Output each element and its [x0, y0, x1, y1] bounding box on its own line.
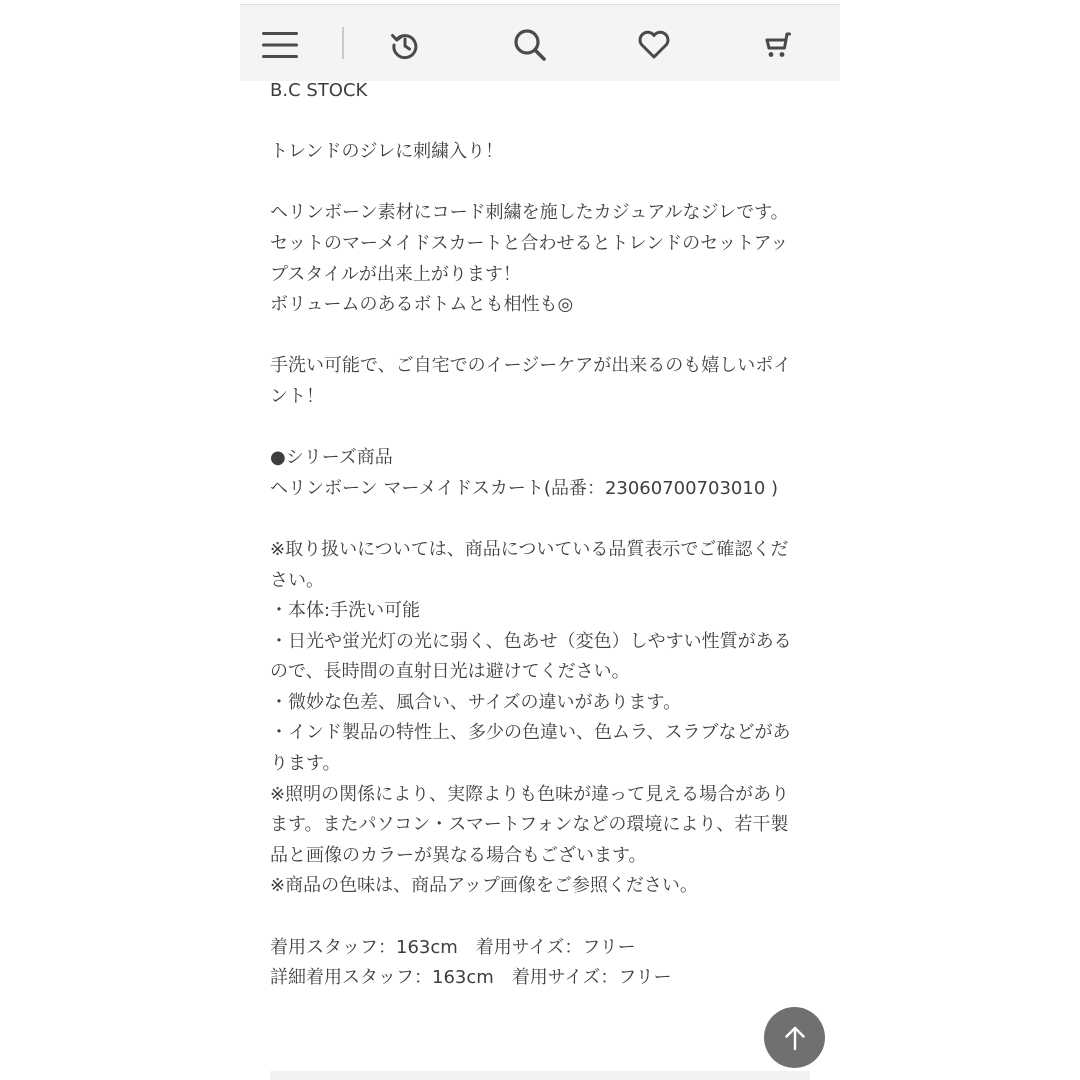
care-line: ます。またパソコン・スマートフォンなどの環境により、若干製	[270, 814, 789, 836]
product-page	[240, 0, 840, 1080]
description-line: ヘリンボーン素材にコード刺繍を施したカジュアルなジレです。	[270, 202, 789, 224]
menu-icon[interactable]	[260, 25, 300, 65]
care-line: ※照明の関係により、実際よりも色味が違って見える場合があり	[270, 783, 790, 805]
history-icon[interactable]	[385, 25, 425, 65]
series-item: ヘリンボーン マーメイドスカート(品番：23060700703010 )	[270, 477, 779, 499]
next-section-edge	[270, 1071, 810, 1080]
care-line: さい。	[270, 569, 324, 591]
description-line: 手洗い可能で、ご自宅でのイージーケアが出来るのも嬉しいポイ	[270, 355, 792, 377]
description-line: セットのマーメイドスカートと合わせるとトレンドのセットアッ	[270, 232, 789, 254]
description-line: プスタイルが出来上がります！	[270, 263, 521, 285]
care-line: ります。	[270, 753, 341, 775]
description-line: ボリュームのあるボトムとも相性も◎	[270, 294, 574, 316]
heart-icon[interactable]	[634, 25, 674, 65]
brand-name: B.C STOCK	[270, 80, 368, 101]
staff-info-detail: 詳細着用スタッフ：163cm 着用サイズ：フリー	[270, 967, 672, 989]
arrow-up-icon	[783, 1025, 807, 1051]
description-line: ント！	[270, 385, 324, 407]
series-title: ●シリーズ商品	[270, 447, 393, 469]
cart-icon[interactable]	[758, 25, 798, 65]
product-description	[270, 76, 815, 994]
care-line: ・インド製品の特性上、多少の色違い、色ムラ、スラブなどがあ	[270, 722, 791, 744]
staff-info: 着用スタッフ：163cm 着用サイズ：フリー	[270, 936, 636, 958]
care-line: 品と画像のカラーが異なる場合もございます。	[270, 844, 647, 866]
header-separator	[342, 27, 344, 59]
care-line: ※商品の色味は、商品アップ画像をご参照ください。	[270, 875, 698, 897]
care-line: ・日光や蛍光灯の光に弱く、色あせ（変色）しやすい性質がある	[270, 630, 792, 652]
headline: トレンドのジレに刺繍入り！	[270, 141, 504, 163]
search-icon[interactable]	[510, 25, 550, 65]
scroll-to-top-button[interactable]	[764, 1007, 825, 1068]
site-header	[240, 5, 840, 81]
care-line: ので、長時間の直射日光は避けてください。	[270, 661, 630, 683]
care-line: ・微妙な色差、風合い、サイズの違いがあります。	[270, 691, 682, 713]
care-line: ・本体:手洗い可能	[270, 600, 421, 622]
care-line: ※取り扱いについては、商品についている品質表示でご確認くだ	[270, 538, 789, 560]
